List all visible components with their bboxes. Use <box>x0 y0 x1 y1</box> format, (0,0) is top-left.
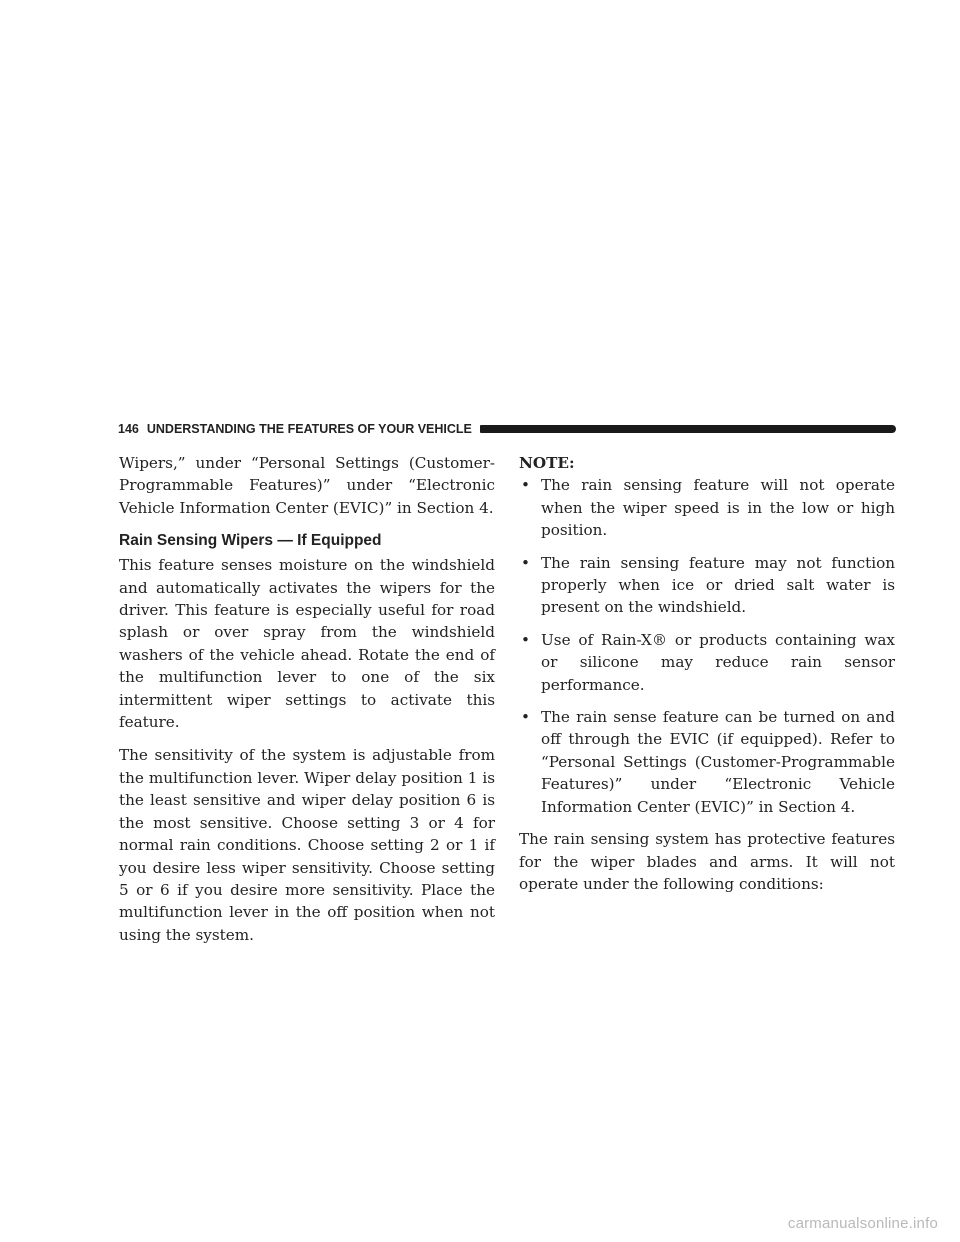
bullet-icon: • <box>521 630 530 649</box>
section-title: UNDERSTANDING THE FEATURES OF YOUR VEHICLE <box>146 422 472 436</box>
bullet-icon: • <box>521 708 530 727</box>
list-item <box>519 552 895 619</box>
list-item <box>519 629 895 696</box>
body-paragraph-1: This feature senses moisture on the windshield and automatically activates the wipers for the driver. This feature is especially useful for road splash or over spray from the windshield washers of the vehicle ahead. Rotate the end of the multifunction lever to one of the six intermittent wiper settings to activate this feature. <box>119 556 495 732</box>
page-number: 146 <box>118 422 139 436</box>
page-header <box>118 418 896 440</box>
left-column <box>119 452 495 957</box>
bullet-icon: • <box>521 553 530 572</box>
list-item-text: The rain sense feature can be turned on and off through the EVIC (if equipped). Refer to “Personal Settings (Customer-Programmable Features)” under “Electronic Vehicle Information Center (EVIC)” in Section 4. <box>541 708 895 816</box>
closing-paragraph: The rain sensing system has protective features for the wiper blades and arms. It will not operate under the following conditions: <box>519 830 895 893</box>
list-item-text: Use of Rain-X® or products containing wax or silicone may reduce rain sensor performance. <box>541 630 895 694</box>
list-item <box>519 706 895 818</box>
list-item-text: The rain sensing feature will not operate when the wiper speed is in the low or high position. <box>541 476 895 540</box>
watermark: carmanualsonline.info <box>787 1215 938 1232</box>
list-item-text: The rain sensing feature may not function properly when ice or dried salt water is present on the windshield. <box>541 553 895 617</box>
intro-paragraph: Wipers,” under “Personal Settings (Customer-Programmable Features)” under “Electronic Vehicle Information Center (EVIC)” in Section 4. <box>119 454 495 517</box>
body-paragraph-2: The sensitivity of the system is adjustable from the multifunction lever. Wiper delay position 1 is the least sensitive and wiper delay position 6 is the most sensitive. Choose setting 3 or 4 for normal rain conditions. Choose setting 2 or 1 if you desire less wiper sensitivity. Choose setting 5 or 6 if you desire more sensitivity. Place the multifunction lever in the off position when not using the system. <box>119 746 495 944</box>
bullet-icon: • <box>521 476 530 495</box>
note-list <box>519 474 895 818</box>
header-rule <box>480 425 896 433</box>
right-column <box>519 452 895 906</box>
section-heading: Rain Sensing Wipers — If Equipped <box>119 532 382 550</box>
note-label: NOTE: <box>519 454 575 472</box>
list-item <box>519 474 895 541</box>
